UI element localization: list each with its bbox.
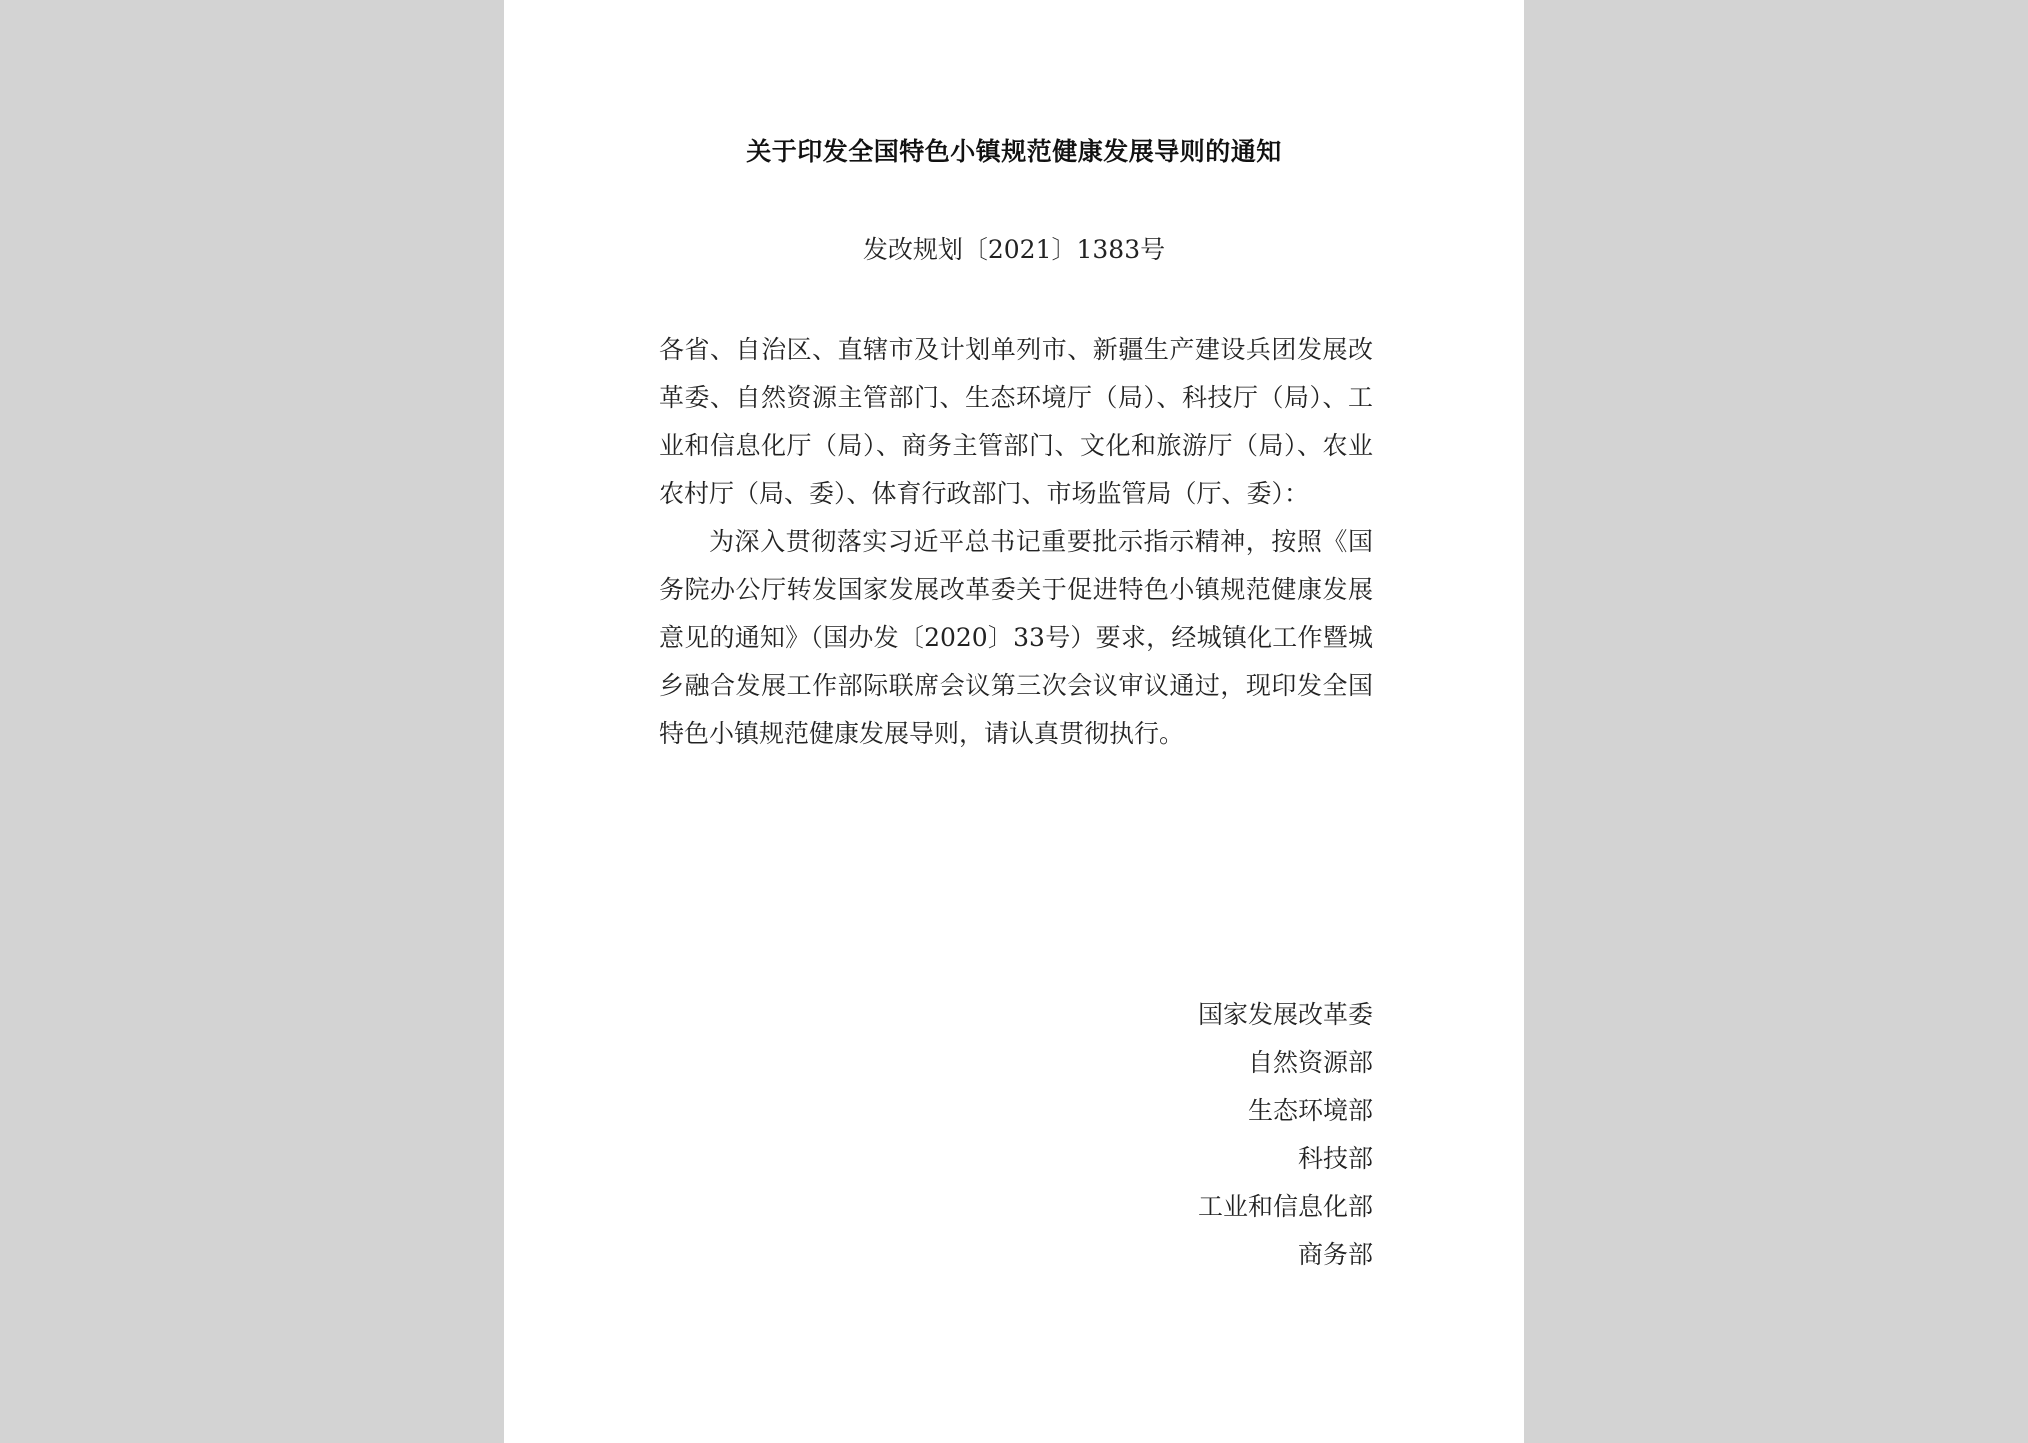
document-body	[659, 326, 1373, 758]
signature-line: 生态环境部	[1247, 1096, 1373, 1125]
addressee: 各省、自治区、直辖市及计划单列市、新疆生产建设兵团发展改革委、自然资源主管部门、生态环境厅（局）、科技厅（局）、工业和信息化厅（局）、商务主管部门、文化和旅游厅（局）、农业农村厅（局、委）、体育行政部门、市场监管局（厅、委）：	[659, 335, 1373, 508]
signature-line: 国家发展改革委	[1197, 1000, 1373, 1029]
body-paragraph: 为深入贯彻落实习近平总书记重要批示指示精神，按照《国务院办公厅转发国家发展改革委关于促进特色小镇规范健康发展意见的通知》（国办发〔2020〕33号）要求，经城镇化工作暨城乡融合发展工作部际联席会议第三次会议审议通过，现印发全国特色小镇规范健康发展导则，请认真贯彻执行。	[659, 527, 1373, 748]
signature-line: 商务部	[1297, 1240, 1373, 1269]
document-page	[504, 0, 1524, 1443]
signature-block	[659, 991, 1373, 1279]
signature-line: 自然资源部	[1247, 1048, 1373, 1077]
document-number: 发改规划〔2021〕1383号	[862, 235, 1166, 264]
signature-line: 工业和信息化部	[1197, 1192, 1373, 1221]
signature-line: 科技部	[1297, 1144, 1373, 1173]
document-title: 关于印发全国特色小镇规范健康发展导则的通知	[746, 137, 1282, 166]
